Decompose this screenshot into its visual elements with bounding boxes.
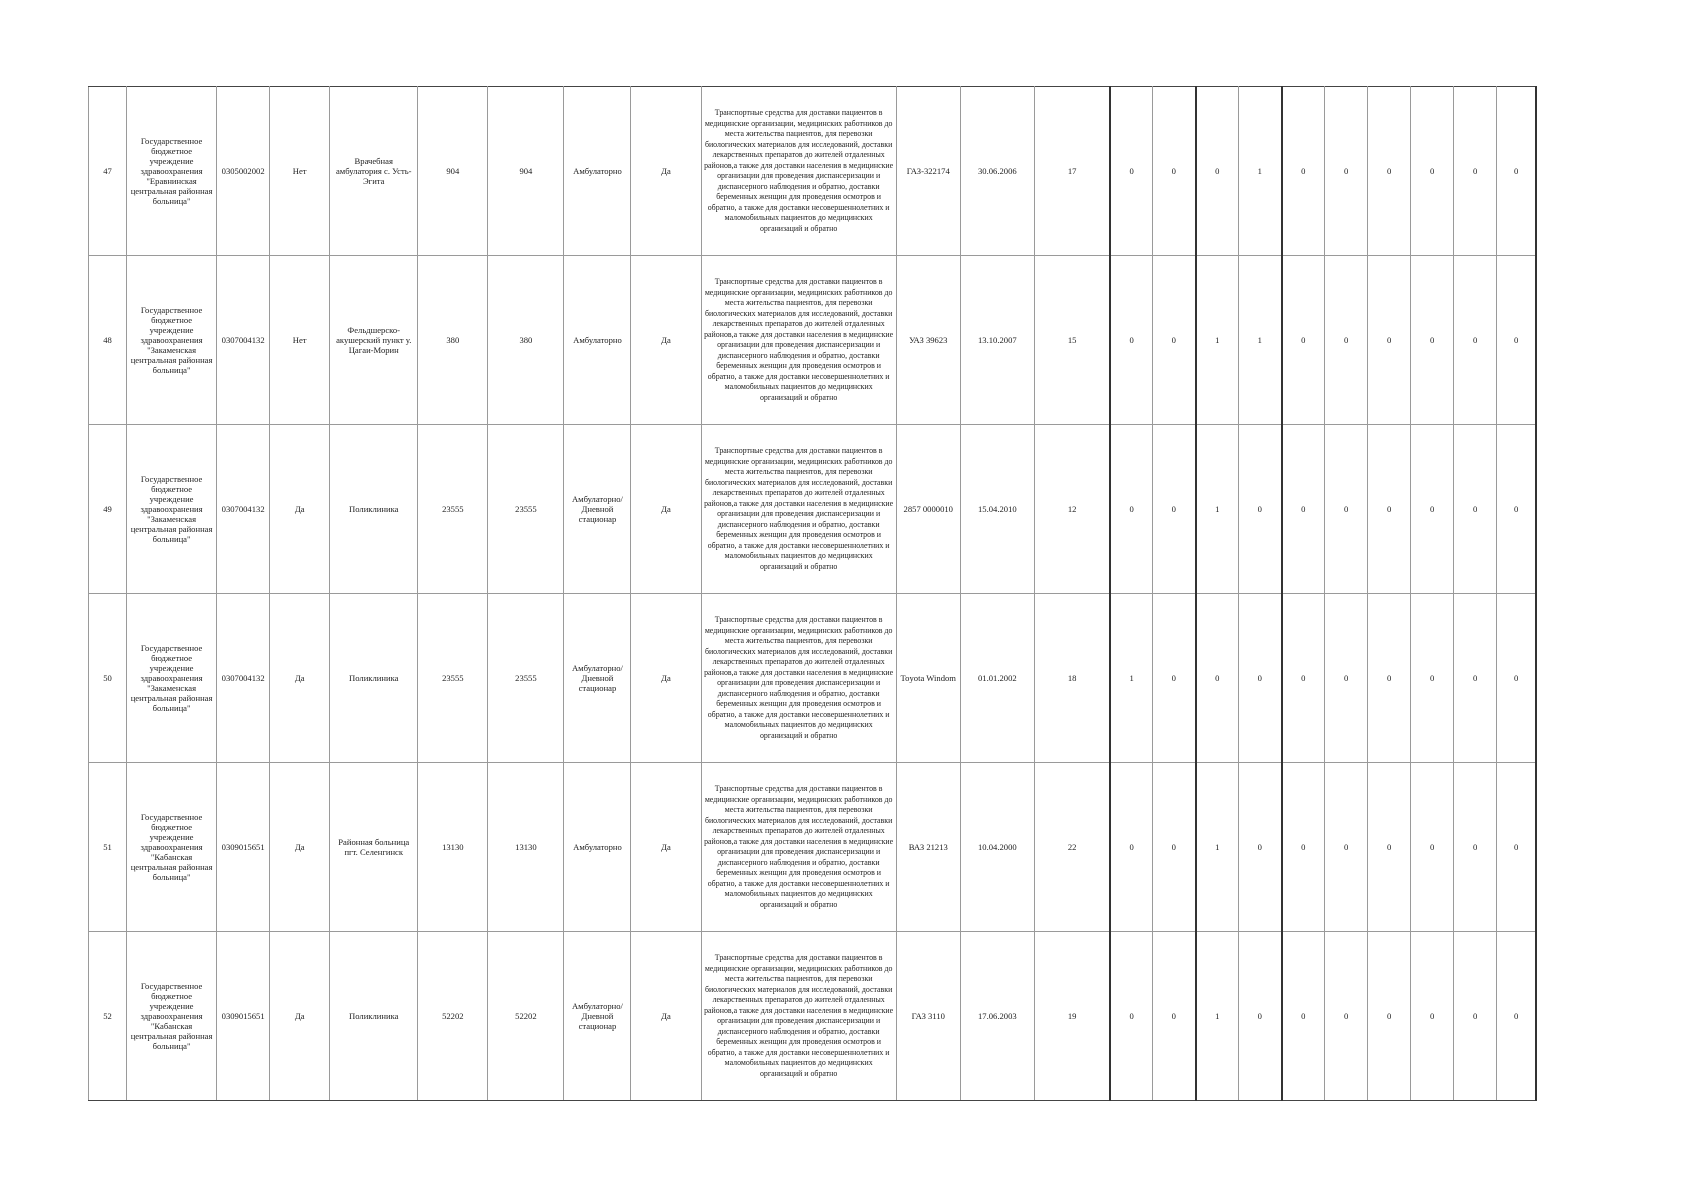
care-type: Амбулаторно/Дневной стационар <box>564 425 631 594</box>
population-served-cell: 23555 <box>488 425 564 594</box>
row-number: 52 <box>89 932 127 1101</box>
count-cell-10: 0 <box>1497 256 1536 425</box>
requirement-cell: Да <box>631 87 701 256</box>
table-row <box>89 256 1537 425</box>
vehicle-date: 01.01.2002 <box>960 594 1034 763</box>
count-cell-6: 0 <box>1325 932 1368 1101</box>
count-cell-5: 0 <box>1282 763 1325 932</box>
vehicle-date: 10.04.2000 <box>960 763 1034 932</box>
count-cell-2: 0 <box>1152 594 1195 763</box>
count-cell-3: 1 <box>1196 425 1239 594</box>
population-served-cell: 904 <box>488 87 564 256</box>
flag-cell: Нет <box>270 256 330 425</box>
vehicle-age: 17 <box>1034 87 1110 256</box>
organization-name: Государственное бюджетное учреждение здравоохранения "Закаменская центральная районная больница" <box>127 594 217 763</box>
count-cell-4: 1 <box>1239 87 1282 256</box>
count-cell-5: 0 <box>1282 256 1325 425</box>
count-cell-3: 0 <box>1196 594 1239 763</box>
vehicle-age: 22 <box>1034 763 1110 932</box>
count-cell-3: 1 <box>1196 932 1239 1101</box>
care-type: Амбулаторно <box>564 87 631 256</box>
flag-cell: Да <box>270 763 330 932</box>
count-cell-6: 0 <box>1325 763 1368 932</box>
count-cell-5: 0 <box>1282 87 1325 256</box>
vehicle-table <box>88 86 1537 1101</box>
population-cell: 13130 <box>418 763 488 932</box>
count-cell-4: 0 <box>1239 425 1282 594</box>
population-served-cell: 380 <box>488 256 564 425</box>
count-cell-5: 0 <box>1282 425 1325 594</box>
flag-cell: Да <box>270 932 330 1101</box>
vehicle-age: 12 <box>1034 425 1110 594</box>
vehicle-date: 13.10.2007 <box>960 256 1034 425</box>
organization-name: Государственное бюджетное учреждение здравоохранения "Закаменская центральная районная больница" <box>127 425 217 594</box>
purpose-description: Транспортные средства для доставки пациентов в медицинские организации, медицинских работников до места жительства пациентов, для перевозки биологических материалов для исследований, доставки лекарственных препаратов до жителей отдаленных районов,а также для доставки населения в медицинские организации для проведения диспансеризации и диспансерного наблюдения и обратно, доставки беременных женщин для проведения осмотров и обратно, а также для доставки несовершеннолетних и маломобильных пациентов до медицинских организаций и обратно <box>701 87 896 256</box>
count-cell-2: 0 <box>1152 763 1195 932</box>
count-cell-8: 0 <box>1411 594 1454 763</box>
organization-code: 0307004132 <box>217 256 270 425</box>
care-type: Амбулаторно <box>564 763 631 932</box>
flag-cell: Да <box>270 594 330 763</box>
count-cell-8: 0 <box>1411 932 1454 1101</box>
count-cell-7: 0 <box>1368 87 1411 256</box>
count-cell-3: 0 <box>1196 87 1239 256</box>
count-cell-1: 0 <box>1110 763 1152 932</box>
count-cell-7: 0 <box>1368 256 1411 425</box>
count-cell-4: 1 <box>1239 256 1282 425</box>
facility-name: Поликлиника <box>330 932 418 1101</box>
requirement-cell: Да <box>631 425 701 594</box>
organization-name: Государственное бюджетное учреждение здравоохранения "Кабанская центральная районная больница" <box>127 932 217 1101</box>
count-cell-1: 1 <box>1110 594 1152 763</box>
count-cell-9: 0 <box>1454 932 1497 1101</box>
table-row <box>89 425 1537 594</box>
count-cell-1: 0 <box>1110 256 1152 425</box>
care-type: Амбулаторно/Дневной стационар <box>564 932 631 1101</box>
requirement-cell: Да <box>631 256 701 425</box>
count-cell-2: 0 <box>1152 932 1195 1101</box>
facility-name: Врачебная амбулатория с. Усть-Эгита <box>330 87 418 256</box>
table-body <box>89 87 1537 1101</box>
vehicle-model: ГАЗ 3110 <box>896 932 960 1101</box>
organization-code: 0305002002 <box>217 87 270 256</box>
vehicle-model: Toyota Windom <box>896 594 960 763</box>
count-cell-5: 0 <box>1282 594 1325 763</box>
count-cell-7: 0 <box>1368 594 1411 763</box>
population-cell: 380 <box>418 256 488 425</box>
vehicle-model: ВАЗ 21213 <box>896 763 960 932</box>
care-type: Амбулаторно/Дневной стационар <box>564 594 631 763</box>
count-cell-10: 0 <box>1497 763 1536 932</box>
purpose-description: Транспортные средства для доставки пациентов в медицинские организации, медицинских работников до места жительства пациентов, для перевозки биологических материалов для исследований, доставки лекарственных препаратов до жителей отдаленных районов,а также для доставки населения в медицинские организации для проведения диспансеризации и диспансерного наблюдения и обратно, доставки беременных женщин для проведения осмотров и обратно, а также для доставки несовершеннолетних и маломобильных пациентов до медицинских организаций и обратно <box>701 256 896 425</box>
table-row <box>89 594 1537 763</box>
count-cell-2: 0 <box>1152 87 1195 256</box>
vehicle-date: 15.04.2010 <box>960 425 1034 594</box>
count-cell-7: 0 <box>1368 932 1411 1101</box>
care-type: Амбулаторно <box>564 256 631 425</box>
organization-code: 0309015651 <box>217 932 270 1101</box>
organization-code: 0309015651 <box>217 763 270 932</box>
count-cell-5: 0 <box>1282 932 1325 1101</box>
count-cell-2: 0 <box>1152 256 1195 425</box>
organization-name: Государственное бюджетное учреждение здравоохранения "Еравнинская центральная районная больница" <box>127 87 217 256</box>
count-cell-9: 0 <box>1454 425 1497 594</box>
count-cell-10: 0 <box>1497 425 1536 594</box>
organization-name: Государственное бюджетное учреждение здравоохранения "Кабанская центральная районная больница" <box>127 763 217 932</box>
organization-code: 0307004132 <box>217 425 270 594</box>
flag-cell: Нет <box>270 87 330 256</box>
facility-name: Районная больница пгт. Селенгинск <box>330 763 418 932</box>
flag-cell: Да <box>270 425 330 594</box>
row-number: 51 <box>89 763 127 932</box>
count-cell-3: 1 <box>1196 763 1239 932</box>
facility-name: Поликлиника <box>330 594 418 763</box>
count-cell-6: 0 <box>1325 87 1368 256</box>
count-cell-9: 0 <box>1454 594 1497 763</box>
purpose-description: Транспортные средства для доставки пациентов в медицинские организации, медицинских работников до места жительства пациентов, для перевозки биологических материалов для исследований, доставки лекарственных препаратов до жителей отдаленных районов,а также для доставки населения в медицинские организации для проведения диспансеризации и диспансерного наблюдения и обратно, доставки беременных женщин для проведения осмотров и обратно, а также для доставки несовершеннолетних и маломобильных пациентов до медицинских организаций и обратно <box>701 932 896 1101</box>
population-cell: 23555 <box>418 594 488 763</box>
vehicle-age: 18 <box>1034 594 1110 763</box>
table-row <box>89 932 1537 1101</box>
population-served-cell: 13130 <box>488 763 564 932</box>
vehicle-age: 19 <box>1034 932 1110 1101</box>
count-cell-6: 0 <box>1325 256 1368 425</box>
count-cell-4: 0 <box>1239 932 1282 1101</box>
count-cell-6: 0 <box>1325 425 1368 594</box>
row-number: 48 <box>89 256 127 425</box>
count-cell-8: 0 <box>1411 87 1454 256</box>
facility-name: Фельдшерско-акушерский пункт у. Цагаи-Морин <box>330 256 418 425</box>
count-cell-10: 0 <box>1497 87 1536 256</box>
count-cell-8: 0 <box>1411 256 1454 425</box>
population-served-cell: 23555 <box>488 594 564 763</box>
row-number: 49 <box>89 425 127 594</box>
row-number: 50 <box>89 594 127 763</box>
count-cell-1: 0 <box>1110 932 1152 1101</box>
count-cell-9: 0 <box>1454 763 1497 932</box>
count-cell-10: 0 <box>1497 932 1536 1101</box>
organization-name: Государственное бюджетное учреждение здравоохранения "Закаменская центральная районная больница" <box>127 256 217 425</box>
count-cell-10: 0 <box>1497 594 1536 763</box>
vehicle-date: 30.06.2006 <box>960 87 1034 256</box>
facility-name: Поликлиника <box>330 425 418 594</box>
requirement-cell: Да <box>631 594 701 763</box>
table-row <box>89 87 1537 256</box>
count-cell-3: 1 <box>1196 256 1239 425</box>
requirement-cell: Да <box>631 763 701 932</box>
vehicle-age: 15 <box>1034 256 1110 425</box>
count-cell-6: 0 <box>1325 594 1368 763</box>
requirement-cell: Да <box>631 932 701 1101</box>
count-cell-4: 0 <box>1239 594 1282 763</box>
vehicle-date: 17.06.2003 <box>960 932 1034 1101</box>
document-sheet <box>88 86 1537 1101</box>
count-cell-7: 0 <box>1368 425 1411 594</box>
count-cell-1: 0 <box>1110 425 1152 594</box>
vehicle-model: 2857 0000010 <box>896 425 960 594</box>
count-cell-8: 0 <box>1411 763 1454 932</box>
count-cell-2: 0 <box>1152 425 1195 594</box>
population-served-cell: 52202 <box>488 932 564 1101</box>
organization-code: 0307004132 <box>217 594 270 763</box>
vehicle-model: ГАЗ-322174 <box>896 87 960 256</box>
population-cell: 904 <box>418 87 488 256</box>
purpose-description: Транспортные средства для доставки пациентов в медицинские организации, медицинских работников до места жительства пациентов, для перевозки биологических материалов для исследований, доставки лекарственных препаратов до жителей отдаленных районов,а также для доставки населения в медицинские организации для проведения диспансеризации и диспансерного наблюдения и обратно, доставки беременных женщин для проведения осмотров и обратно, а также для доставки несовершеннолетних и маломобильных пациентов до медицинских организаций и обратно <box>701 425 896 594</box>
row-number: 47 <box>89 87 127 256</box>
vehicle-model: УАЗ 39623 <box>896 256 960 425</box>
count-cell-4: 0 <box>1239 763 1282 932</box>
table-row <box>89 763 1537 932</box>
purpose-description: Транспортные средства для доставки пациентов в медицинские организации, медицинских работников до места жительства пациентов, для перевозки биологических материалов для исследований, доставки лекарственных препаратов до жителей отдаленных районов,а также для доставки населения в медицинские организации для проведения диспансеризации и диспансерного наблюдения и обратно, доставки беременных женщин для проведения осмотров и обратно, а также для доставки несовершеннолетних и маломобильных пациентов до медицинских организаций и обратно <box>701 763 896 932</box>
count-cell-1: 0 <box>1110 87 1152 256</box>
count-cell-7: 0 <box>1368 763 1411 932</box>
count-cell-9: 0 <box>1454 256 1497 425</box>
population-cell: 52202 <box>418 932 488 1101</box>
count-cell-8: 0 <box>1411 425 1454 594</box>
population-cell: 23555 <box>418 425 488 594</box>
count-cell-9: 0 <box>1454 87 1497 256</box>
purpose-description: Транспортные средства для доставки пациентов в медицинские организации, медицинских работников до места жительства пациентов, для перевозки биологических материалов для исследований, доставки лекарственных препаратов до жителей отдаленных районов,а также для доставки населения в медицинские организации для проведения диспансеризации и диспансерного наблюдения и обратно, доставки беременных женщин для проведения осмотров и обратно, а также для доставки несовершеннолетних и маломобильных пациентов до медицинских организаций и обратно <box>701 594 896 763</box>
